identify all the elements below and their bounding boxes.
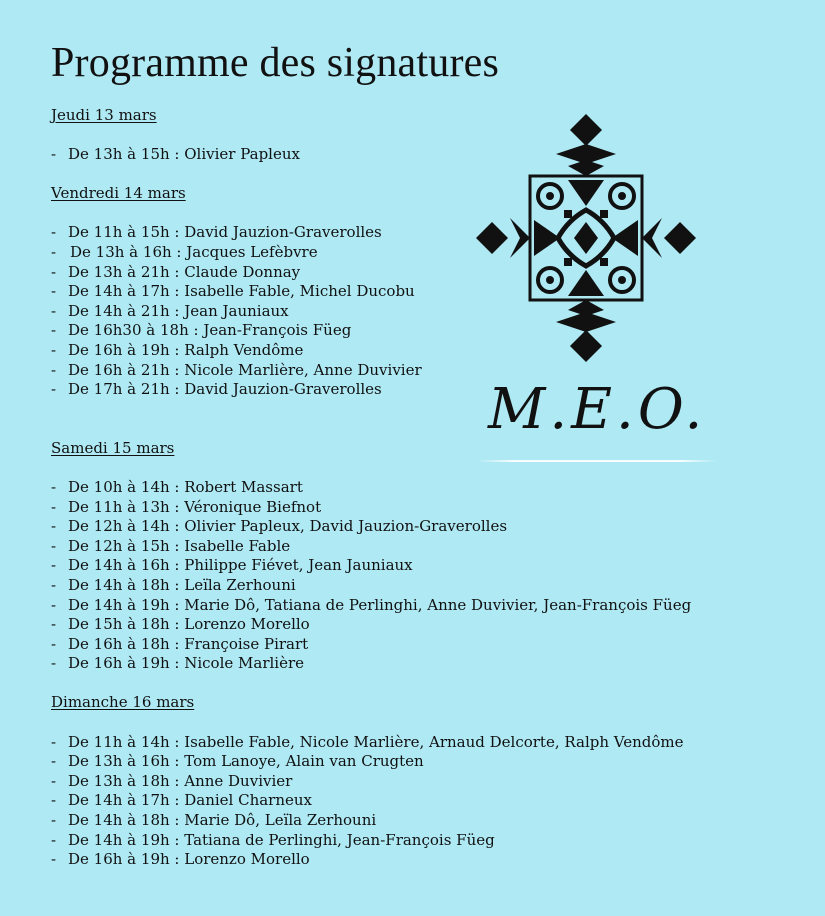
schedule-entry: - De 14h à 17h : Isabelle Fable, Michel Ducobu [51, 282, 415, 301]
schedule-entry: - De 14h à 18h : Leïla Zerhouni [51, 575, 296, 594]
schedule-entry: - De 11h à 13h : Véronique Biefnot [51, 497, 322, 516]
schedule-entry: - De 13h à 21h : Claude Donnay [51, 262, 301, 281]
schedule-entry: - De 13h à 15h : Olivier Papleux [51, 145, 300, 164]
schedule-entry: - De 13h à 16h : Tom Lanoye, Alain van Crugten [51, 752, 424, 771]
schedule-entry: - De 14h à 19h : Tatiana de Perlinghi, Jean-François Füeg [51, 830, 495, 849]
schedule-entry: - De 16h à 19h : Ralph Vendôme [51, 341, 304, 360]
schedule-entry: - De 14h à 18h : Marie Dô, Leïla Zerhouni [51, 811, 377, 829]
schedule-entry: - De 17h à 21h : David Jauzion-Graverolles [51, 380, 382, 399]
schedule-entry: - De 13h à 18h : Anne Duvivier [51, 771, 293, 790]
schedule-entry: - De 11h à 15h : David Jauzion-Graverolles [51, 223, 382, 242]
schedule-entry: - De 14h à 17h : Daniel Charneux [51, 791, 313, 810]
schedule-entry: - De 10h à 14h : Robert Massart [51, 478, 303, 496]
schedule-entry: - De 14h à 21h : Jean Jauniaux [51, 301, 289, 320]
schedule-entry: - De 12h à 14h : Olivier Papleux, David Jauzion-Graverolles [51, 517, 508, 536]
schedule-entry: - De 16h à 21h : Nicole Marlière, Anne Duvivier [51, 360, 422, 379]
schedule-entry: - De 15h à 18h : Lorenzo Morello [51, 615, 310, 634]
ornamental-emblem-icon [472, 110, 700, 366]
schedule-entry: - De 11h à 14h : Isabelle Fable, Nicole Marlière, Arnaud Delcorte, Ralph Vendôme [51, 732, 684, 751]
logo-text: M.E.O. [488, 377, 707, 442]
schedule-entry: - De 13h à 16h : Jacques Lefèbvre [51, 243, 318, 262]
schedule-entry: - De 12h à 15h : Isabelle Fable [51, 536, 291, 555]
page-title: Programme des signatures [51, 40, 500, 86]
schedule-entry: - De 16h à 18h : Françoise Pirart [51, 634, 309, 653]
day-heading: Vendredi 14 mars [51, 184, 186, 203]
day-sunday [51, 693, 811, 869]
schedule-entry: - De 16h30 à 18h : Jean-François Füeg [51, 321, 352, 340]
day-heading: Samedi 15 mars [51, 438, 175, 457]
schedule-entry: - De 14h à 16h : Philippe Fiévet, Jean Jauniaux [51, 556, 413, 575]
meo-logo [468, 110, 718, 465]
schedule-entry: - De 14h à 19h : Marie Dô, Tatiana de Perlinghi, Anne Duvivier, Jean-François Füeg [51, 595, 692, 614]
schedule-entry: - De 16h à 19h : Lorenzo Morello [51, 850, 310, 869]
divider [476, 460, 718, 462]
day-heading: Jeudi 13 mars [51, 106, 157, 124]
day-heading: Dimanche 16 mars [51, 693, 195, 712]
schedule-entry: - De 16h à 19h : Nicole Marlière [51, 654, 305, 673]
day-saturday [51, 439, 811, 674]
